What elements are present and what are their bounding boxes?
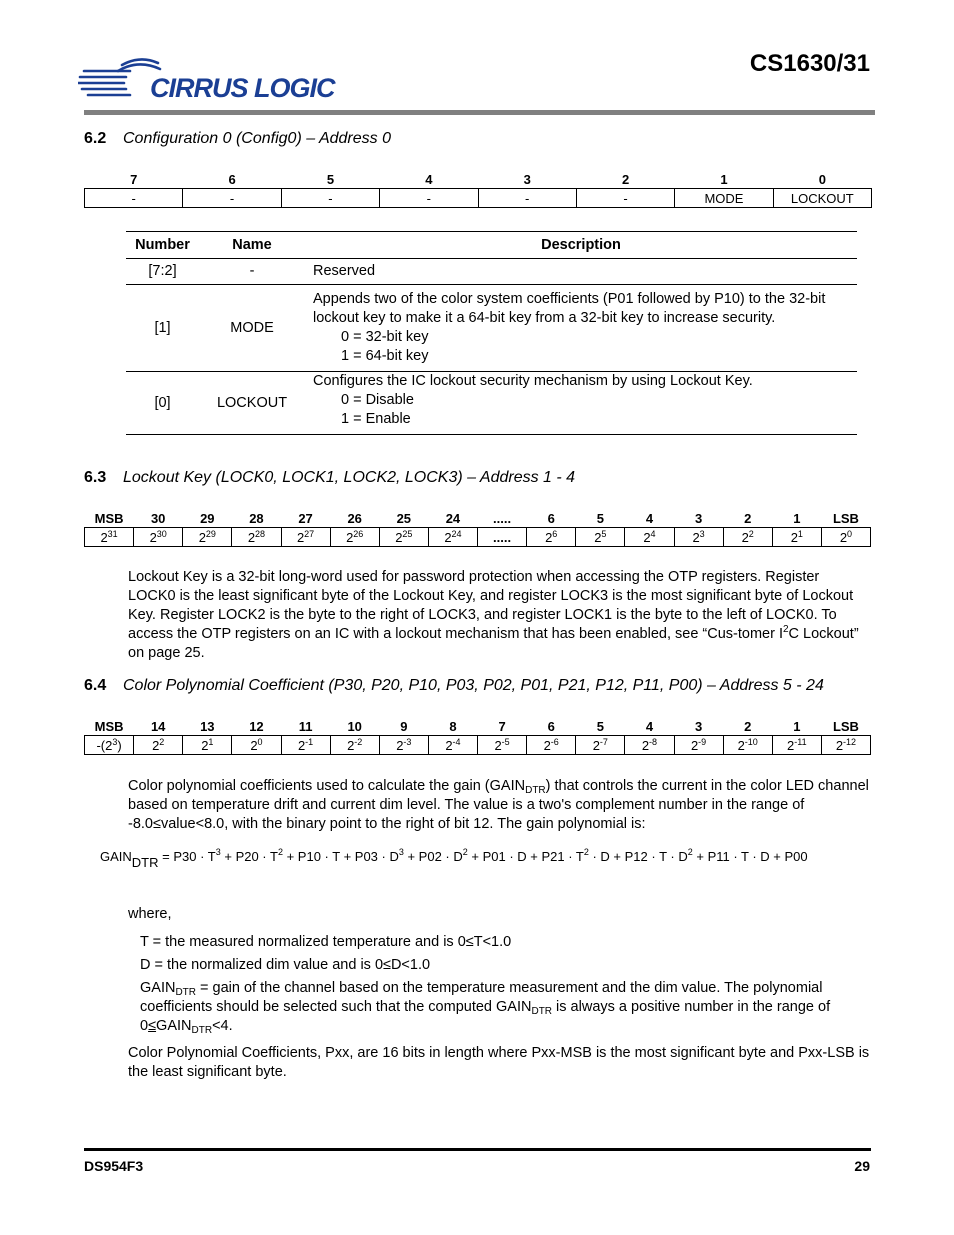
config0-bit-table: [84, 170, 872, 208]
lockout-key-paragraph: [128, 568, 870, 663]
column-header-name: Name: [199, 232, 305, 259]
superscript: 2: [462, 847, 468, 857]
row-name: -: [199, 259, 305, 285]
bit-header: 8: [449, 718, 457, 734]
gain-polynomial-equation: [100, 847, 808, 870]
bit-cell: $2^{28}$: [232, 528, 281, 547]
section-number: 6.3: [84, 469, 107, 486]
subscript: DTR: [531, 1006, 553, 1017]
equation-term: + P20 · T: [220, 849, 278, 864]
paragraph-text: C Lockout” on page 25.: [128, 626, 859, 661]
equation-term: · D + P12 · T · D: [588, 849, 688, 864]
section-number: 6.2: [84, 130, 107, 147]
section-heading-6-2: [84, 130, 391, 148]
row-name: LOCKOUT: [199, 372, 305, 435]
paragraph-text: is always a positive number in the range of 0: [140, 999, 831, 1034]
bit-cell: $2^{26}$: [330, 528, 379, 547]
bit-cell: $2^{-8}$: [625, 736, 674, 755]
polynomial-coefficient-bit-table: [84, 717, 871, 755]
paragraph-text: ) that controls the current in the color LED channel based on temperature drift and current dim level. The value is a two's complement number in the range of -8.0≤value<8.0, with the binary point to the right of bit 12. The gain polynomial is:: [128, 778, 869, 832]
row-description: Appends two of the color system coefficients (P01 followed by P10) to the 32-bit lockout key to make it a 64-bit key from a 32-bit key to increase security.: [313, 291, 826, 326]
bit-cell: -: [380, 189, 478, 208]
row-number: [1]: [126, 285, 199, 372]
section-title: Lockout Key (LOCK0, LOCK1, LOCK2, LOCK3) – Address 1 - 4: [123, 469, 576, 486]
column-header-number: Number: [126, 232, 199, 259]
row-description: Reserved: [305, 259, 857, 285]
bit-header: 2: [744, 510, 752, 526]
bit-header: 6: [228, 171, 236, 187]
bit-cell: $2^{-6}$: [527, 736, 576, 755]
option-value: 0 = 32-bit key: [341, 329, 429, 345]
bit-header: 26: [347, 510, 362, 526]
bit-header: MSB: [94, 510, 124, 526]
bit-header: 10: [347, 718, 362, 734]
definition-d: D = the normalized dim value and is 0≤D<1.0: [140, 957, 431, 973]
bit-cell: $2^{31}$: [85, 528, 134, 547]
bit-cell: -: [85, 189, 183, 208]
bit-cell: $2^2$: [723, 528, 772, 547]
bit-header: 5: [596, 718, 604, 734]
bit-header: LSB: [832, 718, 859, 734]
bit-header: 7: [130, 171, 138, 187]
table-row: [126, 285, 857, 372]
bit-header: 4: [645, 718, 654, 734]
bit-header: 27: [298, 510, 313, 526]
bit-cell: LOCKOUT: [773, 189, 871, 208]
section-title: Color Polynomial Coefficient (P30, P20, P10, P03, P02, P01, P21, P12, P11, P00) – Address 5 - 24: [123, 677, 824, 694]
definition-gain: [140, 979, 870, 1036]
lockout-key-bit-table: [84, 509, 871, 547]
bit-cell: $2^{24}$: [428, 528, 477, 547]
bit-header: 14: [150, 718, 166, 734]
bit-cell: -: [183, 189, 281, 208]
equation-term: = P30 · T: [158, 849, 216, 864]
bit-header: LSB: [832, 510, 859, 526]
row-description-cell: [305, 372, 857, 435]
bit-cell: -: [576, 189, 674, 208]
subscript: DTR: [175, 987, 197, 998]
bit-header: 5: [596, 510, 604, 526]
bit-header: 2: [621, 171, 630, 187]
superscript: 2: [782, 624, 789, 635]
bit-cell: $-(2^3)$: [85, 736, 134, 755]
bit-cell: $2^{-9}$: [674, 736, 723, 755]
bit-header: 11: [298, 718, 313, 734]
equation-term: + P11 · T · D + P00: [692, 849, 808, 864]
bit-cell: $2^{-7}$: [576, 736, 625, 755]
subscript: DTR: [131, 855, 159, 870]
section-heading-6-4: [84, 677, 824, 695]
bit-cell: $2^2$: [134, 736, 183, 755]
column-header-description: Description: [305, 232, 857, 259]
paragraph-text: Lockout Key is a 32-bit long-word used for password protection when accessing the OTP registers. Register LOCK0 is the least significant byte of the Lockout Key, and register LOCK3 is the most significant byte of Lockout Key. Register LOCK2 is the byte to the right of LOCK3, and register LOCK1 is the byte to the left of LOCK0. To access the OTP registers on an IC with a lockout mechanism that has been enabled, see “Cus-tomer I: [128, 569, 854, 642]
bit-header: 1: [793, 510, 801, 526]
config0-description-table: [126, 231, 857, 435]
bit-cell: $2^{-12}$: [821, 736, 870, 755]
bit-cell: $2^1$: [772, 528, 821, 547]
subscript: DTR: [525, 785, 546, 796]
option-value: 0 = Disable: [341, 392, 414, 408]
section-title: Configuration 0 (Config0) – Address 0: [123, 130, 391, 147]
paragraph-text: Color polynomial coefficients used to calculate the gain (GAIN: [128, 778, 526, 794]
equation-lhs: GAIN: [100, 849, 132, 864]
polynomial-paragraph: [128, 777, 870, 834]
row-number: [0]: [126, 372, 199, 435]
table-row: [126, 372, 857, 435]
bit-cell: $2^1$: [183, 736, 232, 755]
bit-cell: $2^{-10}$: [723, 736, 772, 755]
bit-header: 2: [744, 718, 752, 734]
bit-cell: .....: [478, 528, 527, 547]
equation-term: + P02 · D: [403, 849, 463, 864]
row-name: MODE: [199, 285, 305, 372]
bit-header: 12: [249, 718, 264, 734]
bit-header: 3: [694, 510, 703, 526]
bit-cell: $2^{30}$: [134, 528, 183, 547]
bit-cell: $2^{-1}$: [281, 736, 330, 755]
bit-cell: $2^{27}$: [281, 528, 330, 547]
subscript: DTR: [191, 1025, 213, 1036]
bit-cell: $2^{-11}$: [772, 736, 821, 755]
paragraph-text: = gain of the channel based on the temperature measurement and the dim value. The polynomial coefficients should be selected such that the computed GAIN: [140, 980, 823, 1015]
bit-header: 6: [547, 718, 555, 734]
bit-cell: $2^{29}$: [183, 528, 232, 547]
row-description: Configures the IC lockout security mechanism by using Lockout Key.: [313, 373, 753, 389]
section-heading-6-3: [84, 469, 575, 487]
paragraph-text: <4.: [212, 1018, 233, 1034]
superscript: 2: [277, 847, 283, 857]
bit-cell: -: [281, 189, 379, 208]
bit-cell: $2^{-2}$: [330, 736, 379, 755]
bit-cell: $2^0$: [821, 528, 870, 547]
row-number: [7:2]: [126, 259, 199, 285]
svg-text:CIRRUS LOGIC: CIRRUS LOGIC: [150, 73, 335, 103]
table-row: [126, 259, 857, 285]
bit-header: 5: [326, 171, 335, 187]
bit-header: .....: [493, 510, 512, 526]
bit-header: 29: [200, 510, 215, 526]
superscript: 2: [583, 847, 589, 857]
bit-header: 4: [645, 510, 654, 526]
bit-cell: $2^{-5}$: [478, 736, 527, 755]
bit-header: 6: [547, 510, 555, 526]
equation-term: + P10 · T + P03 · D: [282, 849, 399, 864]
row-description-cell: [305, 285, 857, 372]
bit-cell: MODE: [675, 189, 773, 208]
bit-cell: $2^4$: [625, 528, 674, 547]
bit-cell: $2^{-3}$: [379, 736, 428, 755]
bit-cell: $2^{-4}$: [428, 736, 477, 755]
bit-header: 1: [720, 171, 728, 187]
footer-rule: [84, 1148, 871, 1151]
paragraph-text: ≤: [148, 1018, 157, 1034]
superscript: 2: [687, 847, 693, 857]
bit-header: 30: [150, 510, 166, 526]
equation-terms: [159, 849, 808, 864]
bit-header: 0: [818, 171, 826, 187]
table-header-row: [126, 232, 857, 259]
bit-cell: $2^6$: [527, 528, 576, 547]
header-rule: [84, 110, 875, 115]
bit-header: 25: [396, 510, 412, 526]
bit-cell: $2^{25}$: [379, 528, 428, 547]
paragraph-text: GAIN: [156, 1018, 192, 1034]
superscript: 3: [215, 847, 221, 857]
bit-cell: -: [478, 189, 576, 208]
bit-header: 13: [200, 718, 215, 734]
bit-cell: $2^5$: [576, 528, 625, 547]
bit-header: 9: [400, 718, 408, 734]
bit-header: 3: [523, 171, 531, 187]
equation-term: + P01 · D + P21 · T: [467, 849, 584, 864]
bit-header: 7: [498, 718, 506, 734]
bit-header: 1: [793, 718, 801, 734]
bit-header: MSB: [94, 718, 124, 734]
superscript: 3: [398, 847, 404, 857]
definition-t: T = the measured normalized temperature and is 0≤T<1.0: [140, 934, 512, 950]
option-value: 1 = 64-bit key: [341, 348, 429, 364]
bit-header: 4: [425, 171, 433, 187]
bit-cell: $2^0$: [232, 736, 281, 755]
option-value: 1 = Enable: [341, 411, 411, 427]
section-number: 6.4: [84, 677, 107, 694]
bit-header: 3: [694, 718, 703, 734]
bit-header: 24: [445, 510, 461, 526]
where-label: where,: [128, 906, 172, 922]
document-title: CS1630/31: [749, 50, 870, 77]
bit-header: 28: [249, 510, 264, 526]
bit-cell: $2^3$: [674, 528, 723, 547]
document-number: DS954F3: [84, 1158, 144, 1174]
page-number: 29: [854, 1158, 870, 1174]
paragraph-text: GAIN: [140, 980, 176, 996]
coefficient-length-paragraph: Color Polynomial Coefficients, Pxx, are 16 bits in length where Pxx-MSB is the most significant byte and Pxx-LSB is the least significant byte.: [128, 1045, 870, 1080]
cirrus-logic-logo: [78, 55, 338, 105]
